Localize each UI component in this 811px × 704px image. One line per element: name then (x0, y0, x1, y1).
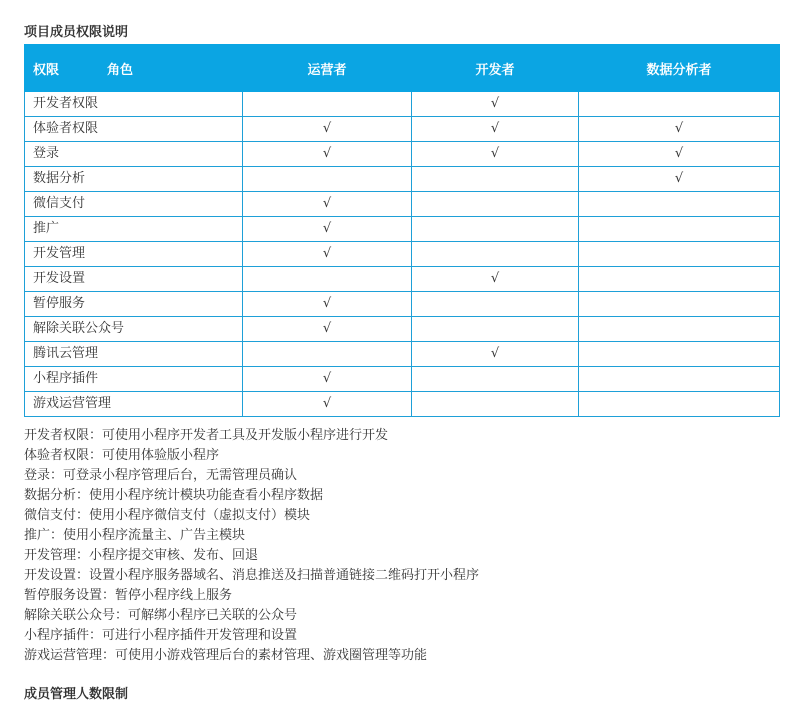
table-row (25, 117, 780, 142)
row-mark-analyst (579, 392, 780, 417)
header-role-label: 角色 (107, 62, 134, 78)
row-mark-analyst (579, 367, 780, 392)
table-row (25, 242, 780, 267)
next-section-title: 成员管理人数限制 (24, 687, 129, 702)
permission-descriptions (24, 426, 479, 666)
row-label: 数据分析 (25, 167, 243, 192)
row-mark-operator: √ (243, 217, 412, 242)
row-mark-operator (243, 167, 412, 192)
row-mark-developer (412, 292, 579, 317)
row-mark-analyst: √ (579, 167, 780, 192)
row-mark-developer (412, 367, 579, 392)
description-line: 体验者权限：可使用体验版小程序 (24, 448, 220, 463)
row-mark-operator (243, 342, 412, 367)
row-label: 腾讯云管理 (25, 342, 243, 367)
row-mark-developer (412, 242, 579, 267)
row-label: 开发管理 (25, 242, 243, 267)
table-row (25, 292, 780, 317)
description-line: 小程序插件：可进行小程序插件开发管理和设置 (24, 628, 298, 643)
table-row (25, 367, 780, 392)
description-line: 微信支付：使用小程序微信支付（虚拟支付）模块 (24, 508, 311, 523)
header-permission-label: 权限 (33, 62, 60, 78)
header-role-developer: 开发者 (412, 45, 579, 92)
row-mark-operator: √ (243, 292, 412, 317)
row-mark-operator (243, 267, 412, 292)
row-label: 微信支付 (25, 192, 243, 217)
row-mark-operator: √ (243, 317, 412, 342)
table-row (25, 167, 780, 192)
row-label: 开发者权限 (25, 92, 243, 117)
row-mark-analyst (579, 292, 780, 317)
table-row (25, 217, 780, 242)
row-mark-analyst (579, 342, 780, 367)
row-mark-developer: √ (412, 92, 579, 117)
row-mark-developer (412, 392, 579, 417)
row-mark-operator: √ (243, 142, 412, 167)
row-mark-analyst (579, 317, 780, 342)
row-mark-analyst (579, 242, 780, 267)
row-label: 体验者权限 (25, 117, 243, 142)
row-mark-developer: √ (412, 267, 579, 292)
row-label: 推广 (25, 217, 243, 242)
table-row (25, 342, 780, 367)
table-row (25, 142, 780, 167)
row-mark-developer (412, 192, 579, 217)
header-permission-role (25, 45, 243, 92)
section-title: 项目成员权限说明 (24, 25, 129, 40)
table-row (25, 392, 780, 417)
row-mark-operator: √ (243, 367, 412, 392)
row-mark-developer (412, 217, 579, 242)
row-mark-operator: √ (243, 117, 412, 142)
row-mark-analyst: √ (579, 142, 780, 167)
description-line: 游戏运营管理：可使用小游戏管理后台的素材管理、游戏圈管理等功能 (24, 648, 428, 663)
description-line: 数据分析：使用小程序统计模块功能查看小程序数据 (24, 488, 324, 503)
description-line: 登录：可登录小程序管理后台，无需管理员确认 (24, 468, 298, 483)
table-row (25, 267, 780, 292)
row-mark-developer (412, 167, 579, 192)
row-mark-developer: √ (412, 342, 579, 367)
row-mark-analyst (579, 217, 780, 242)
row-label: 开发设置 (25, 267, 243, 292)
row-label: 小程序插件 (25, 367, 243, 392)
row-mark-analyst: √ (579, 117, 780, 142)
row-mark-analyst (579, 192, 780, 217)
row-mark-operator: √ (243, 192, 412, 217)
row-label: 暂停服务 (25, 292, 243, 317)
description-line: 开发设置：设置小程序服务器域名、消息推送及扫描普通链接二维码打开小程序 (24, 568, 480, 583)
row-mark-developer: √ (412, 142, 579, 167)
table-row (25, 317, 780, 342)
row-mark-developer (412, 317, 579, 342)
description-line: 解除关联公众号：可解绑小程序已关联的公众号 (24, 608, 298, 623)
description-line: 推广：使用小程序流量主、广告主模块 (24, 528, 246, 543)
header-role-operator: 运营者 (243, 45, 412, 92)
row-mark-analyst (579, 92, 780, 117)
header-role-analyst: 数据分析者 (579, 45, 780, 92)
table-row (25, 92, 780, 117)
row-mark-analyst (579, 267, 780, 292)
row-mark-operator: √ (243, 242, 412, 267)
row-label: 解除关联公众号 (25, 317, 243, 342)
description-line: 暂停服务设置：暂停小程序线上服务 (24, 588, 233, 603)
row-mark-developer: √ (412, 117, 579, 142)
row-mark-operator (243, 92, 412, 117)
permissions-table (24, 44, 780, 417)
description-line: 开发管理：小程序提交审核、发布、回退 (24, 548, 259, 563)
table-row (25, 192, 780, 217)
row-label: 游戏运营管理 (25, 392, 243, 417)
description-line: 开发者权限：可使用小程序开发者工具及开发版小程序进行开发 (24, 428, 389, 443)
row-mark-operator: √ (243, 392, 412, 417)
table-body (25, 92, 780, 417)
row-label: 登录 (25, 142, 243, 167)
table-header-row (25, 45, 780, 92)
